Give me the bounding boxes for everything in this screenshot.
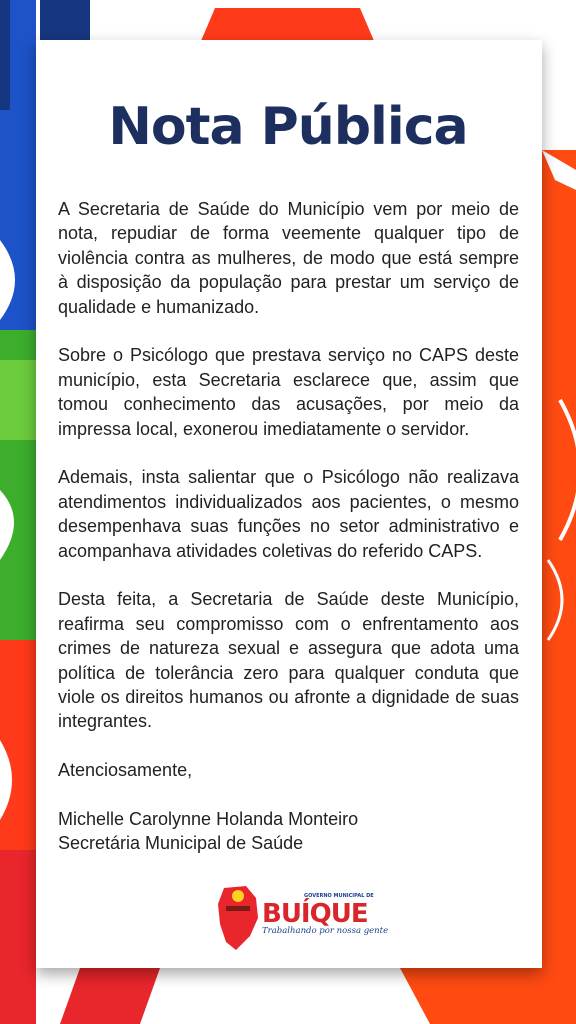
logo-name: BUÍQUE [262, 899, 368, 929]
page-title: Nota Pública [108, 97, 468, 157]
paragraph-4: Desta feita, a Secretaria de Saúde deste Município, reafirma seu compromisso com o enfrentamento aos crimes de natureza sexual e assegura que adota uma política de tolerância zero para qualquer conduta que viole os direitos humanos ou afronte a dignidade de suas integrantes. [58, 589, 519, 732]
left-dark-red-band [0, 850, 36, 1024]
notice-body [58, 197, 519, 856]
signatory-role: Secretária Municipal de Saúde [58, 833, 304, 854]
paragraph-1: A Secretaria de Saúde do Município vem por meio de nota, repudiar de forma veemente qualquer tipo de violência contra as mulheres, de modo que está sempre à disposição da população para prestar um serviço de qualidade e humanizado. [58, 199, 519, 317]
logo-top-text: GOVERNO MUNICIPAL DE [304, 893, 374, 899]
map-emblem-icon [216, 884, 262, 954]
paragraph-3: Ademais, insta salientar que o Psicólogo não realizava atendimentos individualizados aos pacientes, o mesmo desempenhava suas funções no setor administrativo e acompanhava atividades coletivas do referido CAPS. [58, 467, 519, 561]
paragraph-2: Sobre o Psicólogo que prestava serviço no CAPS deste município, esta Secretaria esclarece que, assim que tomou conhecimento das acusações, por meio da impressa local, exonerou imediatamente o servidor. [58, 345, 519, 439]
closing: Atenciosamente, [58, 760, 193, 781]
left-light-green-band [0, 360, 36, 440]
municipal-logo [216, 884, 389, 954]
signatory-name: Michelle Carolynne Holanda Monteiro [58, 809, 359, 830]
logo-slogan: Trabalhando por nossa gente [262, 926, 389, 936]
